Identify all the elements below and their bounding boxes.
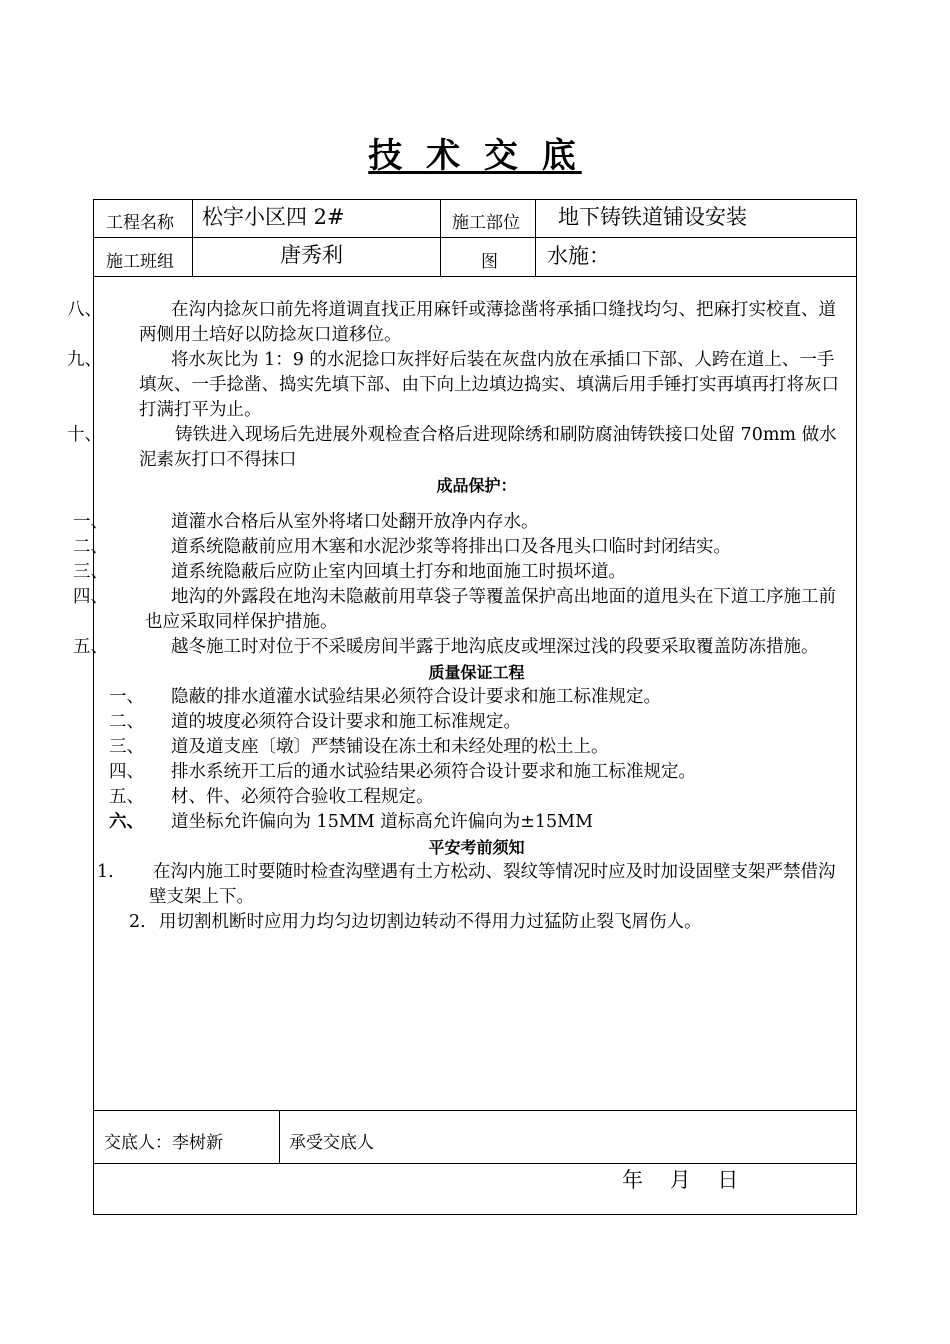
team-value: 唐秀利 bbox=[280, 243, 343, 267]
section-heading-protection: 成品保护： bbox=[436, 476, 517, 495]
list-item: 四、 排水系统开工后的通水试验结果必须符合设计要求和施工标准规定。 bbox=[109, 762, 696, 782]
team-label: 施工班组 bbox=[106, 252, 174, 272]
list-item: 五、 材、件、必须符合验收工程规定。 bbox=[109, 787, 434, 807]
header-col-divider-3 bbox=[535, 199, 536, 277]
header-col-divider-2 bbox=[440, 199, 441, 277]
section-heading-safety: 平安考前须知 bbox=[428, 838, 525, 857]
header-row-divider bbox=[93, 237, 857, 238]
drawing-label: 图 bbox=[481, 252, 498, 272]
document-title: 技 术 交 底 bbox=[368, 136, 582, 176]
list-item: 二、 道系统隐蔽前应用木塞和水泥沙浆等将排出口及各甩头口临时封闭结实。 bbox=[73, 537, 731, 557]
list-item: 二、 道的坡度必须符合设计要求和施工标准规定。 bbox=[109, 712, 521, 732]
list-item: 三、 道及道支座〔墩〕严禁铺设在冻土和未经处理的松土上。 bbox=[109, 737, 609, 757]
list-item: 一、 道灌水合格后从室外将堵口处翻开放净内存水。 bbox=[73, 512, 539, 532]
section-heading-quality: 质量保证工程 bbox=[428, 663, 525, 682]
drawing-value: 水施： bbox=[547, 244, 610, 268]
footer-col-divider bbox=[279, 1110, 280, 1163]
list-item: 十、 铸铁进入现场后先进展外观检查合格后进现除绣和刷防腐油铸铁接口处留 70mm 做水泥素灰打口不得抹口 bbox=[67, 425, 837, 470]
footer-divider-2 bbox=[93, 1163, 857, 1164]
list-item: 三、 道系统隐蔽后应防止室内回填土打夯和地面施工时损坏道。 bbox=[73, 562, 626, 582]
list-item: 九、 将水灰比为 1：9 的水泥捻口灰拌好后装在灰盘内放在承插口下部、人跨在道上、一手填灰、一手捻凿、捣实先填下部、由下向上边填边捣实、填满后用手锤打实再填再打将灰口打满打平为止。 bbox=[67, 350, 839, 420]
handover-person: 交底人：李树新 bbox=[104, 1133, 223, 1153]
project-name-label: 工程名称 bbox=[106, 213, 174, 233]
footer-divider-1 bbox=[93, 1110, 857, 1111]
project-name-value: 松宇小区四 2# bbox=[202, 205, 345, 229]
list-item: 四、 地沟的外露段在地沟未隐蔽前用草袋子等覆盖保护高出地面的道甩头在下道工序施工前也应采取同样保护措施。 bbox=[73, 587, 836, 632]
list-item: 一、 隐蔽的排水道灌水试验结果必须符合设计要求和施工标准规定。 bbox=[109, 687, 661, 707]
content-body bbox=[67, 298, 850, 935]
receiver-label: 承受交底人 bbox=[289, 1133, 374, 1153]
list-item: 六、 道坐标允许偏向为 15MM 道标高允许偏向为±15MM bbox=[109, 812, 593, 832]
header-col-divider-1 bbox=[192, 199, 193, 277]
date-label: 年 月 日 bbox=[622, 1168, 739, 1192]
work-location-label: 施工部位 bbox=[452, 213, 520, 233]
list-item: 五、 越冬施工时对位于不采暖房间半露于地沟底皮或埋深过浅的段要采取覆盖防冻措施。 bbox=[73, 637, 819, 657]
list-item: 1. 在沟内施工时要随时检查沟壁遇有土方松动、裂纹等情况时应及时加设固壁支架严禁借沟壁支架上下。 bbox=[97, 862, 836, 907]
list-item: 八、 在沟内捻灰口前先将道调直找正用麻钎或薄捻凿将承插口缝找均匀、把麻打实校直、道两侧用土培好以防捻灰口道移位。 bbox=[67, 300, 836, 345]
list-item: 2. 用切割机断时应用力均匀边切割边转动不得用力过猛防止裂飞屑伤人。 bbox=[129, 912, 702, 932]
work-location-value: 地下铸铁道铺设安装 bbox=[558, 205, 747, 229]
